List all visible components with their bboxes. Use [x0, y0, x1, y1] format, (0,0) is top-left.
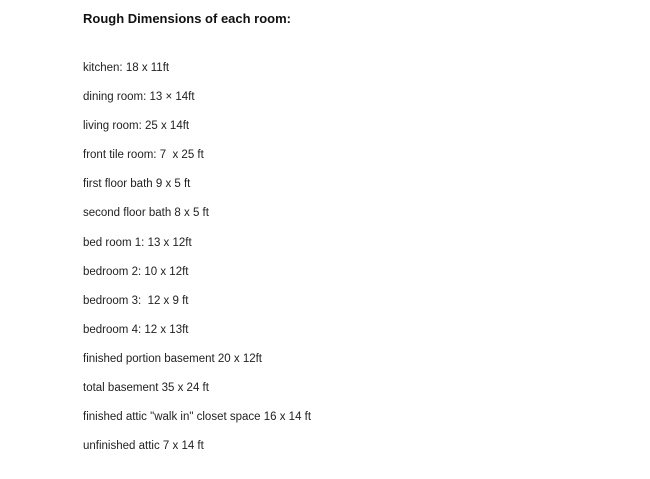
list-item: bedroom 2: 10 x 12ft — [83, 265, 189, 278]
list-item: dining room: 13 × 14ft — [83, 91, 195, 104]
room-dimension-list — [83, 61, 311, 468]
list-item: first floor bath 9 x 5 ft — [83, 178, 191, 191]
list-item: total basement 35 x 24 ft — [83, 382, 209, 395]
list-item: second floor bath 8 x 5 ft — [83, 207, 209, 220]
list-item: finished portion basement 20 x 12ft — [83, 352, 263, 365]
list-item: bedroom 4: 12 x 13ft — [83, 323, 189, 336]
list-item: unfinished attic 7 x 14 ft — [83, 440, 204, 453]
list-item: living room: 25 x 14ft — [83, 120, 190, 133]
document-heading: Rough Dimensions of each room: — [83, 11, 292, 26]
list-item: kitchen: 18 x 11ft — [83, 62, 170, 74]
list-item: bed room 1: 13 x 12ft — [83, 236, 192, 249]
list-item: bedroom 3: 12 x 9 ft — [83, 294, 189, 307]
list-item: front tile room: 7 x 25 ft — [83, 149, 204, 162]
list-item: finished attic "walk in" closet space 16 x 14 ft — [83, 411, 312, 424]
